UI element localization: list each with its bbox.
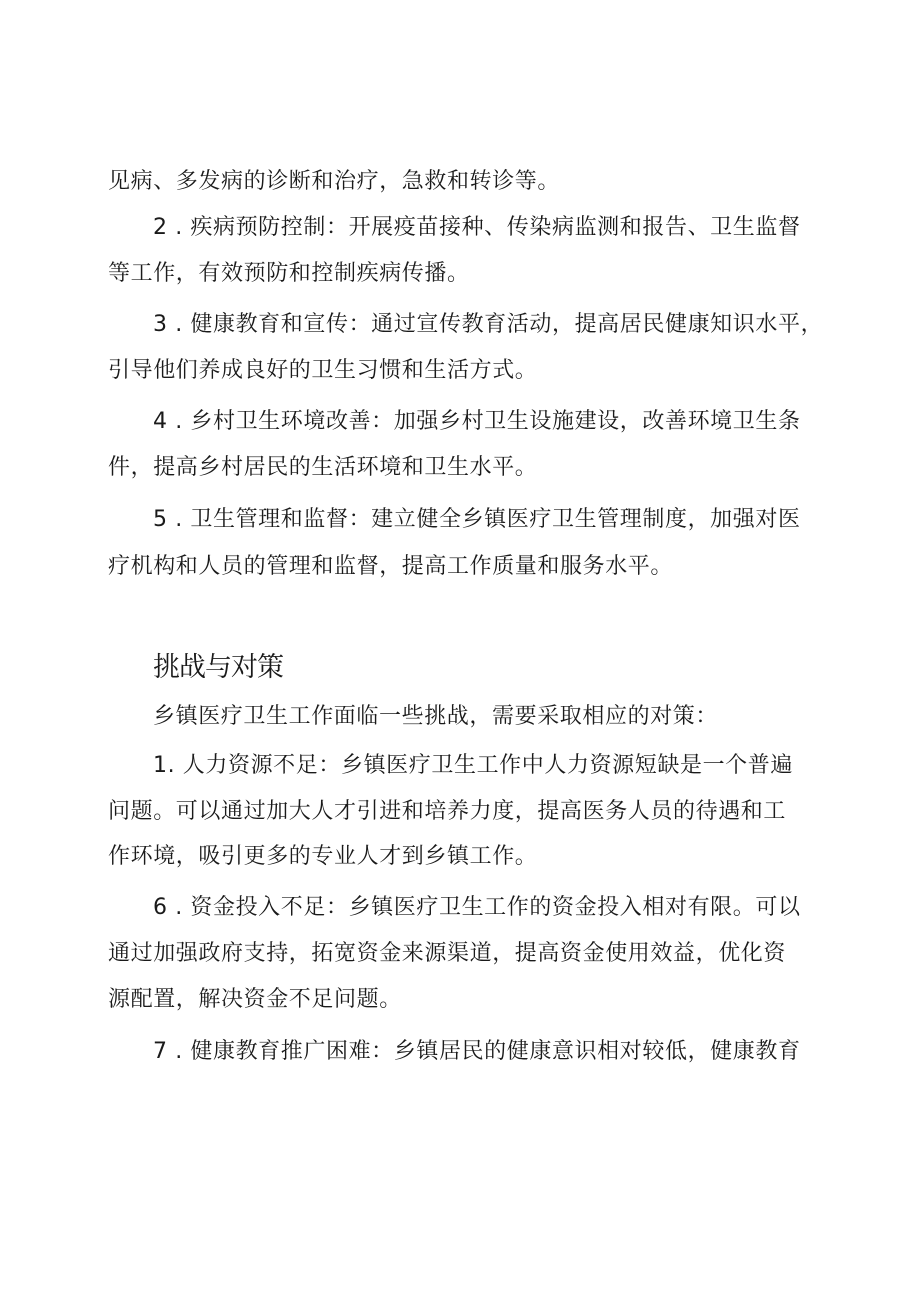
paragraph-line: 件，提高乡村居民的生活环境和卫生水平。 [108, 455, 538, 480]
paragraph-line: 作环境，吸引更多的专业人才到乡镇工作。 [108, 844, 538, 869]
paragraph-line: 6 . 资金投入不足：乡镇医疗卫生工作的资金投入相对有限。可以 [153, 895, 801, 920]
paragraph-line: 5 . 卫生管理和监督：建立健全乡镇医疗卫生管理制度，加强对医 [153, 507, 801, 532]
paragraph-line: 7 . 健康教育推广困难：乡镇居民的健康意识相对较低，健康教育 [153, 1039, 801, 1064]
paragraph-line: 见病、多发病的诊断和治疗，急救和转诊等。 [108, 169, 561, 194]
paragraph-line: 通过加强政府支持，拓宽资金来源渠道，提高资金使用效益，优化资 [108, 941, 787, 966]
paragraph-line: 引导他们养成良好的卫生习惯和生活方式。 [108, 358, 538, 383]
paragraph-line: 2 . 疾病预防控制：开展疫苗接种、传染病监测和报告、卫生监督 [153, 215, 801, 240]
paragraph-line: 问题。可以通过加大人才引进和培养力度，提高医务人员的待遇和工 [108, 799, 787, 824]
paragraph-line: 4 . 乡村卫生环境改善：加强乡村卫生设施建设，改善环境卫生条 [153, 409, 801, 434]
section-heading: 挑战与对策 [153, 652, 283, 683]
paragraph-line: 源配置，解决资金不足问题。 [108, 987, 402, 1012]
paragraph-line: 3 . 健康教育和宣传：通过宣传教育活动，提高居民健康知识水平， [153, 312, 824, 337]
paragraph-line: 疗机构和人员的管理和监督，提高工作质量和服务水平。 [108, 554, 674, 579]
paragraph-line: 等工作，有效预防和控制疾病传播。 [108, 261, 470, 286]
paragraph-line: 1. 人力资源不足：乡镇医疗卫生工作中人力资源短缺是一个普遍 [153, 753, 793, 778]
paragraph-line: 乡镇医疗卫生工作面临一些挑战，需要采取相应的对策： [153, 704, 719, 729]
